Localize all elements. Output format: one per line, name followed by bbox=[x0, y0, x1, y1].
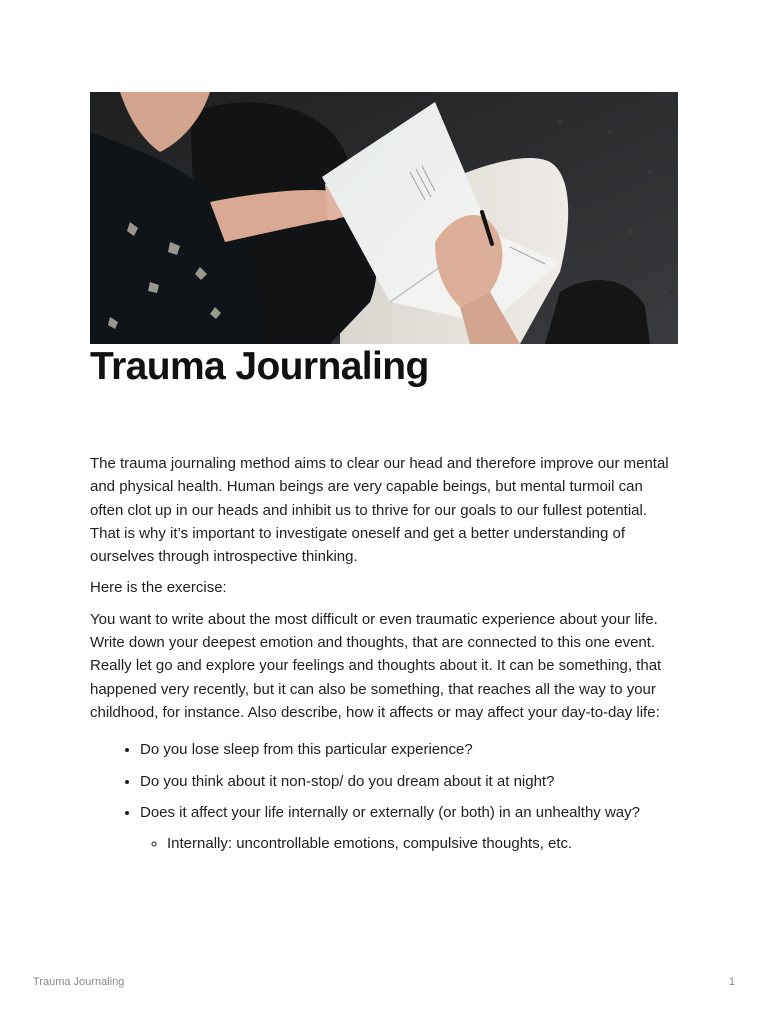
hero-image bbox=[90, 92, 678, 344]
journal-photo-illustration bbox=[90, 92, 678, 344]
footer-page-number: 1 bbox=[728, 976, 735, 988]
list-item-text: Does it affect your life internally or externally (or both) in an unhealthy way? bbox=[140, 803, 640, 821]
question-list bbox=[90, 738, 680, 855]
list-item: • Do you lose sleep from this particular experience? bbox=[140, 738, 680, 761]
page-title: Trauma Journaling bbox=[90, 345, 429, 388]
exercise-description: You want to write about the most difficult or even traumatic experience about your life. Write down your deepest emotion and thoughts, that are connected to this one event. Really let go and explore your feelings and thoughts about it. It can be something, that happened very recently, but it can also be something, that reaches all the way to your childhood, for instance. Also describe, how it affects or may affect your day-to-day life: bbox=[90, 610, 662, 721]
footer-document-title: Trauma Journaling bbox=[33, 976, 125, 988]
exercise-label: Here is the exercise: bbox=[90, 579, 227, 597]
sub-list-item: ◦ Internally: uncontrollable emotions, compulsive thoughts, etc. bbox=[167, 832, 680, 855]
list-item: • Do you think about it non-stop/ do you dream about it at night? bbox=[140, 770, 680, 793]
document-body bbox=[90, 452, 680, 863]
intro-paragraph: The trauma journaling method aims to clear our head and therefore improve our mental and physical health. Human beings are very capable beings, but mental turmoil can often clot up in our heads and inhibit us to thrive for our goals to our fullest potential. That is why it’s important to investigate oneself and get a better understanding of ourselves through introspective thinking. bbox=[90, 455, 669, 566]
list-item-with-subitems bbox=[140, 801, 680, 856]
sub-list bbox=[140, 832, 680, 855]
